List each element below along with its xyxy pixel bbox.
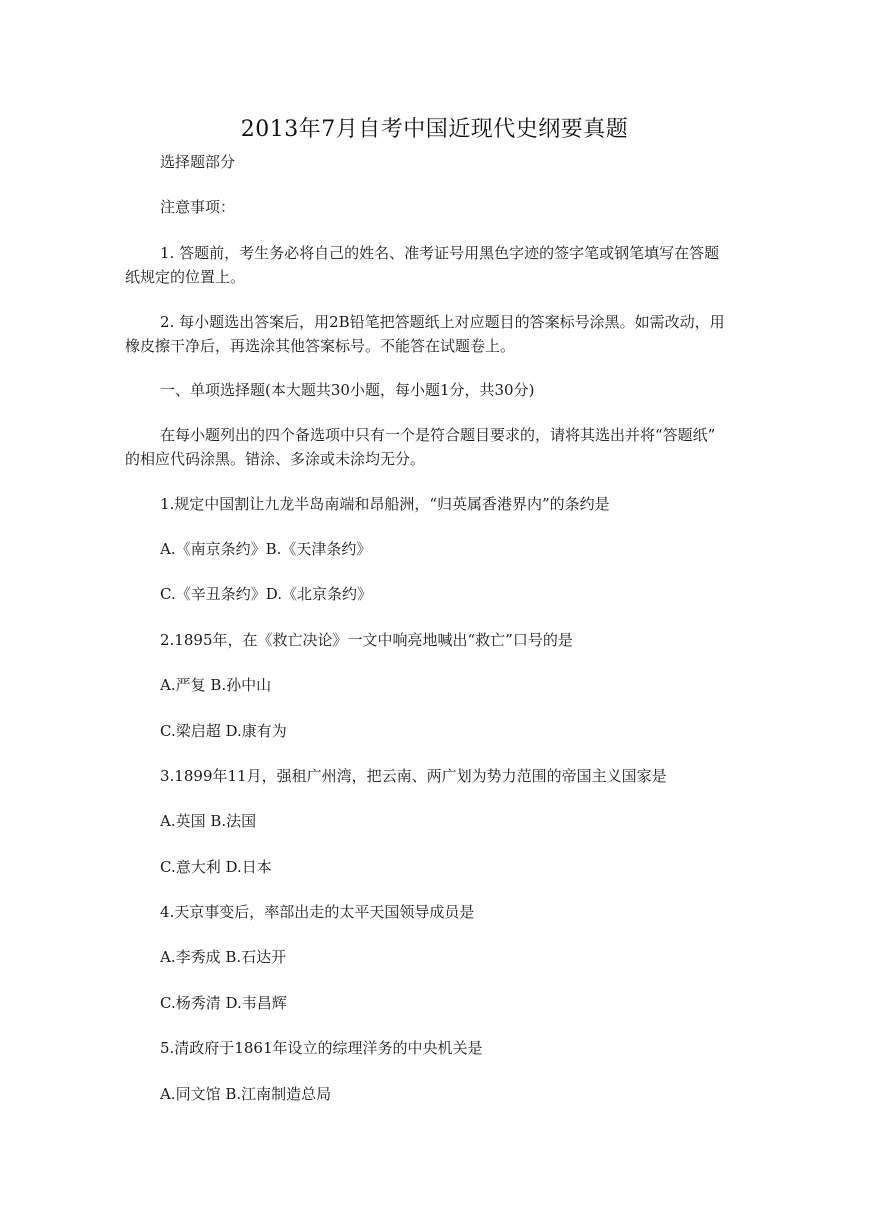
notice-heading: 注意事项： [160,198,236,216]
section-label: 选择题部分 [160,153,236,171]
question-5-options-ab: A.同文馆 B.江南制造总局 [160,1085,332,1103]
notice-item-2 [125,310,745,358]
question-3-stem: 3.1899年11月，强租广州湾，把云南、两广划为势力范围的帝国主义国家是 [160,767,667,785]
question-2-options-cd: C.梁启超 D.康有为 [160,722,287,740]
instructions-line2: 的相应代码涂黑。错涂、多涂或未涂均无分。 [125,450,426,468]
question-3-options-cd: C.意大利 D.日本 [160,858,272,876]
notice-item-2-line2: 橡皮擦干净后，再选涂其他答案标号。不能答在试题卷上。 [125,337,516,355]
instructions [125,423,745,471]
notice-item-1 [125,241,745,289]
notice-item-1-line1: 1. 答题前，考生务必将自己的姓名、准考证号用黑色字迹的签字笔或钢笔填写在答题 [160,244,720,262]
page-title: 2013年7月自考中国近现代史纲要真题 [240,117,629,142]
part-heading: 一、单项选择题(本大题共30小题，每小题1分，共30分) [160,381,535,399]
question-5-stem: 5.清政府于1861年设立的综理洋务的中央机关是 [160,1039,483,1057]
question-2-stem: 2.1895年，在《救亡决论》一文中响亮地喊出“救亡”口号的是 [160,631,573,649]
question-4-options-cd: C.杨秀清 D.韦昌辉 [160,994,287,1012]
question-4-stem: 4.天京事变后，率部出走的太平天国领导成员是 [160,903,475,921]
question-1-options-cd: C.《辛丑条约》D.《北京条约》 [160,585,372,603]
notice-item-2-line1: 2. 每小题选出答案后，用2B铅笔把答题纸上对应题目的答案标号涂黑。如需改动，用 [160,313,725,331]
instructions-line1: 在每小题列出的四个备选项中只有一个是符合题目要求的，请将其选出并将“答题纸” [160,426,716,444]
question-2-options-ab: A.严复 B.孙中山 [160,676,272,694]
question-1-options-ab: A.《南京条约》B.《天津条约》 [160,540,372,558]
question-4-options-ab: A.李秀成 B.石达开 [160,948,287,966]
question-1-stem: 1.规定中国割让九龙半岛南端和昂船洲，“归英属香港界内”的条约是 [160,495,610,513]
notice-item-1-line2: 纸规定的位置上。 [125,268,246,286]
question-3-options-ab: A.英国 B.法国 [160,812,257,830]
